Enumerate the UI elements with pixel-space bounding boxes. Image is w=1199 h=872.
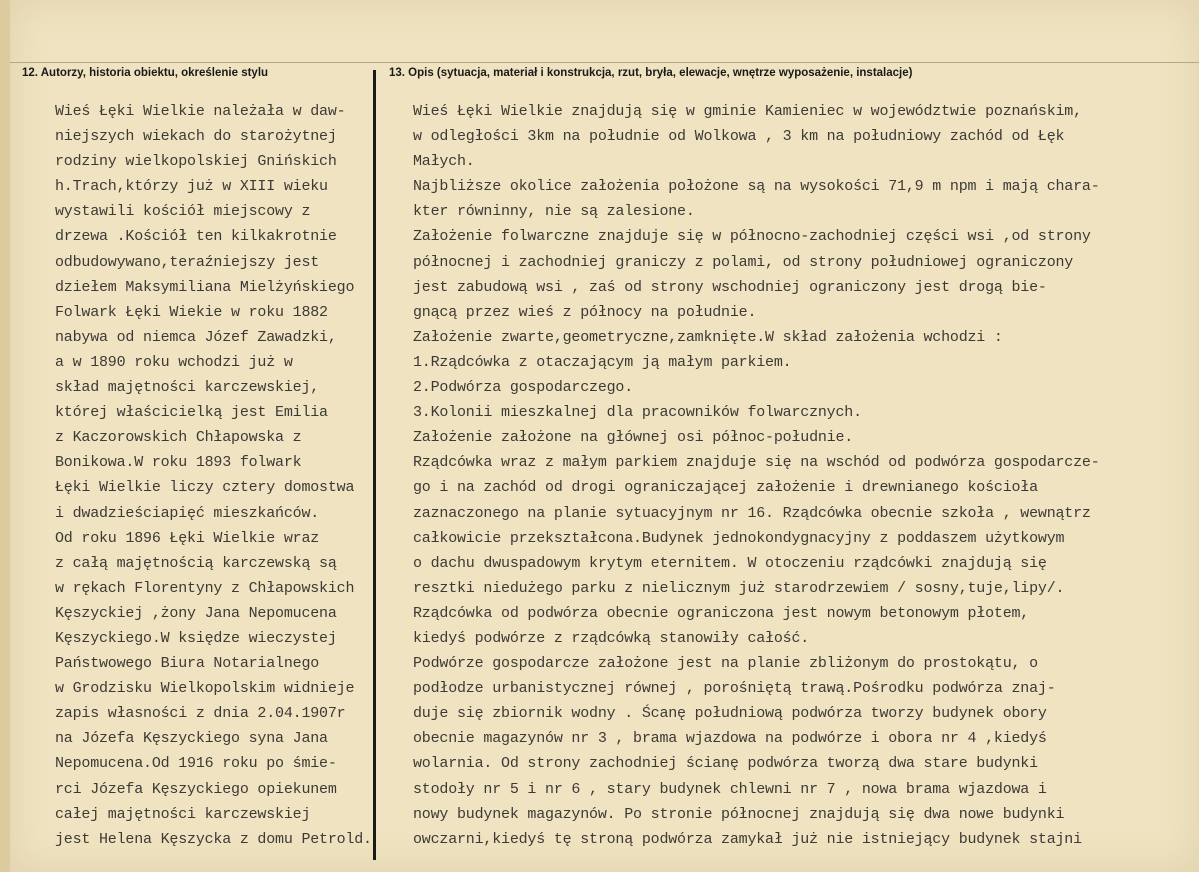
text-line: zapis własności z dnia 2.04.1907r (55, 705, 346, 723)
text-line: o dachu dwuspadowym krytym eternitem. W otoczeniu rządcówki znajdują się (413, 554, 1047, 572)
text-line: rci Józefa Kęszyckiego opiekunem (55, 780, 337, 798)
text-line: w Grodzisku Wielkopolskim widnieje (55, 680, 355, 698)
text-line: Kęszyckiego.W księdze wieczystej (55, 629, 337, 647)
text-line: Założenie folwarczne znajduje się w północno-zachodniej części wsi ,od strony (413, 228, 1091, 246)
text-line: zaznaczonego na planie sytuacyjnym nr 16. Rządcówka obecnie szkoła , wewnątrz (413, 504, 1091, 522)
text-line: Rządcówka wraz z małym parkiem znajduje się na wschód od podwórza gospodarcze- (413, 454, 1100, 472)
text-line: podłodze urbanistycznej równej , porośniętą trawą.Pośrodku podwórza znaj- (413, 680, 1056, 698)
text-line: rodziny wielkopolskiej Gnińskich (55, 153, 337, 171)
text-line: z całą majętnością karczewską są (55, 554, 337, 572)
text-line: nabywa od niemca Józef Zawadzki, (55, 328, 337, 346)
text-line: jest Helena Kęszycka z domu Petrold. (55, 830, 372, 848)
text-line: go i na zachód od drogi ograniczającej założenie i drewnianego kościoła (413, 479, 1038, 497)
text-line: stodoły nr 5 i nr 6 , stary budynek chlewni nr 7 , nowa brama wjazdowa i (413, 780, 1047, 798)
text-line: Podwórze gospodarcze założone jest na planie zbliżonym do prostokątu, o (413, 655, 1038, 673)
text-line: h.Trach,którzy już w XIII wieku (55, 178, 328, 196)
text-line: owczarni,kiedyś tę stroną podwórza zamykał już nie istniejący budynek stajni (413, 830, 1082, 848)
text-line: niejszych wiekach do starożytnej (55, 128, 337, 146)
text-line: Kęszyckiej ,żony Jana Nepomucena (55, 604, 337, 622)
text-line: 3.Kolonii mieszkalnej dla pracowników folwarcznych. (413, 404, 862, 422)
text-line: kiedyś podwórze z rządcówką stanowiły całość. (413, 629, 810, 647)
text-line: całkowicie przekształcona.Budynek jednokondygnacyjny z poddaszem użytkowym (413, 529, 1065, 547)
text-line: Małych. (413, 153, 475, 171)
text-line: duje się zbiornik wodny . Ścanę południową podwórza tworzy budynek obory (413, 705, 1047, 723)
text-line: obecnie magazynów nr 3 , brama wjazdowa na podwórze i obora nr 4 ,kiedyś (413, 730, 1047, 748)
text-line: i dwadzieściapięć mieszkańców. (55, 504, 320, 522)
text-line: w rękach Florentyny z Chłapowskich (55, 579, 355, 597)
text-line: dziełem Maksymiliana Mielżyńskiego (55, 278, 355, 296)
text-line: Wieś Łęki Wielkie znajdują się w gminie Kamieniec w województwie poznańskim, (413, 103, 1082, 120)
text-line: Państwowego Biura Notarialnego (55, 655, 320, 673)
text-line: Założenie założone na głównej osi północ-południe. (413, 429, 854, 447)
text-line: z Kaczorowskich Chłapowska z (55, 429, 302, 447)
text-line: wolarnia. Od strony zachodniej ścianę podwórza tworzą dwa stare budynki (413, 755, 1038, 773)
text-line: w odległości 3km na południe od Wolkowa , 3 km na południowy zachód od Łęk (413, 128, 1065, 146)
text-line: jest zabudową wsi , zaś od strony wschodniej ograniczony jest drogą bie- (413, 278, 1047, 296)
text-line: Nepomucena.Od 1916 roku po śmie- (55, 755, 337, 773)
text-line: skład majętności karczewskiej, (55, 379, 320, 397)
text-line: Bonikowa.W roku 1893 folwark (55, 454, 302, 472)
description-text (413, 99, 1193, 852)
text-line: wystawili kościół miejscowy z (55, 203, 311, 221)
text-line: 1.Rządcówka z otaczającym ją małym parkiem. (413, 353, 792, 371)
text-line: nowy budynek magazynów. Po stronie północnej znajdują się dwa nowe budynki (413, 805, 1065, 823)
text-line: Najbliższe okolice założenia położone są na wysokości 71,9 m npm i mają chara- (413, 178, 1100, 196)
text-line: drzewa .Kościół ten kilkakrotnie (55, 228, 337, 246)
text-line: a w 1890 roku wchodzi już w (55, 353, 293, 371)
paper-edge (0, 0, 10, 872)
text-line: Od roku 1896 Łęki Wielkie wraz (55, 529, 320, 547)
text-line: gnącą przez wieś z północy na południe. (413, 303, 757, 321)
text-line: odbudowywano,teraźniejszy jest (55, 253, 320, 271)
text-line: kter równinny, nie są zalesione. (413, 203, 695, 221)
text-line: Rządcówka od podwórza obecnie ograniczona jest nowym betonowym płotem, (413, 604, 1030, 622)
text-line: na Józefa Kęszyckiego syna Jana (55, 730, 328, 748)
text-line: całej majętności karczewskiej (55, 805, 311, 823)
history-text (55, 99, 400, 852)
text-line: Folwark Łęki Wiekie w roku 1882 (55, 303, 328, 321)
text-line: resztki niedużego parku z nielicznym już starodrzewiem / sosny,tuje,lipy/. (413, 579, 1065, 597)
form-top-rule (10, 62, 1199, 63)
text-line: północnej i zachodniej graniczy z polami, od strony południowej ograniczony (413, 253, 1074, 271)
text-line: Założenie zwarte,geometryczne,zamknięte.W skład założenia wchodzi : (413, 328, 1003, 346)
text-line: 2.Podwórza gospodarczego. (413, 379, 634, 397)
text-line: Wieś Łęki Wielkie należała w daw- (55, 103, 346, 120)
section-12-header: 12. Autorzy, historia obiektu, określenie stylu (22, 67, 269, 79)
text-line: której właścicielką jest Emilia (55, 404, 328, 422)
text-line: Łęki Wielkie liczy cztery domostwa (55, 479, 355, 497)
section-13-header: 13. Opis (sytuacja, materiał i konstrukcja, rzut, bryła, elewacje, wnętrze wyposażenie, instalacje) (389, 67, 913, 79)
